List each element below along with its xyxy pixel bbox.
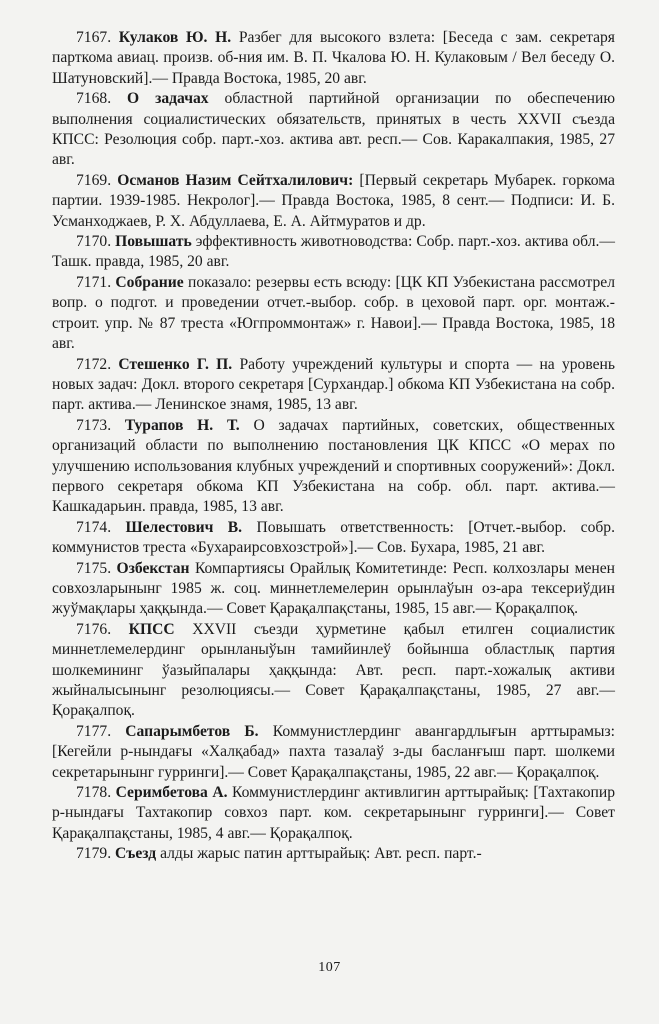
entry-7175 <box>52 559 615 620</box>
entry-7173 <box>52 416 615 518</box>
entry-heading: Повышать <box>115 233 192 251</box>
entry-heading: Турапов Н. Т. <box>124 416 240 434</box>
entry-text: Компартиясы Орайлық Комитетинде: Респ. колхозлары менен совхозларынынг 1985 ж. соц. миннетлемелерин орынлаўын оз-ара тексериўдин жуўмақлары ҳаққында.— Совет Қарақалпақстаны, 1985, 15 авг.— Қорақалпоқ. <box>52 559 615 618</box>
entry-heading: Османов Назим Сейтхалилович: <box>117 171 354 189</box>
entry-number: 7178. <box>76 784 112 802</box>
entry-number: 7168. <box>76 90 112 108</box>
entry-heading: Сапарымбетов Б. <box>125 722 259 740</box>
entry-number: 7173. <box>76 416 112 434</box>
entry-text: Повышать ответственность: [Отчет.-выбор. собр. коммунистов треста «Бухараирсовхозстрой»].— Сов. Бухара, 1985, 21 авг. <box>52 518 616 557</box>
entry-text: областной партийной организации по обеспечению выполнения социалистических обязательств, принятых в честь XXVII съезда КПСС: Резолюция собр. парт.-хоз. актива авт. респ.— Сов. Каракалпакия, 1985, 27 авг. <box>52 90 615 169</box>
entry-number: 7175. <box>76 559 112 577</box>
entry-text: Коммунистлердинг активлигин арттырайық: [Тахтакопир р-нындағы Тахтакопир совхоз парт. ком. секретарынынг гурринги].— Совет Қарақалпақстаны, 1985, 4 авг.— Қорақалпоқ. <box>52 784 616 842</box>
entry-7169 <box>52 171 615 232</box>
entry-text: Разбег для высокого взлета: [Беседа с зам. секретаря парткома авиац. произв. об-ния им. В. П. Чкалова Ю. Н. Кулаковым / Вел беседу О. Шатуновский].— Правда Востока, 1985, 20 авг. <box>52 29 615 87</box>
entry-heading: КПСС <box>128 620 175 638</box>
entry-number: 7176. <box>76 620 112 638</box>
entry-heading: Собрание <box>115 273 184 291</box>
entry-heading: Шелестович В. <box>125 518 243 536</box>
entry-text: [Первый секретарь Мубарек. горкома партии. 1939-1985. Некролог].— Правда Востока, 1985, 8 сент.— Подписи: И. Б. Усманходжаев, Р. Х. Абдуллаева, Е. А. Айтмуратов и др. <box>52 171 615 230</box>
entry-heading: О задачах <box>127 90 209 108</box>
entry-7170 <box>52 232 615 273</box>
entry-text: алды жарыс патин арттырайық: Авт. респ. парт.- <box>160 845 482 863</box>
entry-number: 7167. <box>76 29 112 46</box>
entry-7179 <box>52 844 615 864</box>
bibliography-page <box>52 28 615 865</box>
entry-heading: Озбекстан <box>116 559 190 577</box>
entry-7167 <box>52 28 615 89</box>
entry-7171 <box>52 273 615 355</box>
entry-7177 <box>52 722 615 783</box>
entry-text: О задачах партийных, советских, общественных организаций области по выполнению постановления ЦК КПСС «О мерах по улучшению использования клубных учреждений и спортивных сооружений»: Докл. первого секретаря обкома КП Узбекистана на собр. обл. парт. актива.— Кашкадарьин. правда, 1985, 13 авг. <box>52 416 615 516</box>
entry-text: эффективность животноводства: Собр. парт.-хоз. актива обл.— Ташк. правда, 1985, 20 авг. <box>52 233 615 271</box>
entry-heading: Серимбетова А. <box>115 784 228 802</box>
entry-text: показало: резервы есть всюду: [ЦК КП Узбекистана рассмотрел вопр. о подгот. и проведении отчет.-выбор. собр. в цеховой парт. орг. монтаж.-строит. упр. № 87 треста «Югпроммонтаж» г. Навои].— Правда Востока, 1985, 18 авг. <box>52 273 615 353</box>
entry-7174 <box>52 518 615 559</box>
entry-text: XXVII съезди ҳурметине қабыл етилген социалистик миннетлемелердинг орынланыўын тамийинлеў бойынша областлық партия шолкемининг ўазыйпалары ҳаққында: Авт. респ. парт.-хожалық активи жыйналысынынг резолюциясы.— Совет Қарақалпақстаны, 1985, 27 авг.— Қорақалпоқ. <box>52 620 616 720</box>
entry-text: Коммунистлердинг авангардлығын арттырамыз: [Кегейли р-нындағы «Халқабад» пахта тазалаў з-ды басланғыш парт. шолкеми секретарынынг гурринги].— Совет Қарақалпақстаны, 1985, 22 авг.— Қорақалпоқ. <box>52 722 615 781</box>
entry-7168 <box>52 89 615 171</box>
entry-heading: Съезд <box>115 845 157 863</box>
entry-number: 7177. <box>76 722 112 740</box>
entry-number: 7171. <box>76 273 112 291</box>
entry-number: 7170. <box>76 233 112 251</box>
page-number: 107 <box>318 960 341 975</box>
entry-number: 7172. <box>76 355 112 373</box>
entry-number: 7169. <box>76 171 112 189</box>
entry-7172 <box>52 355 615 416</box>
entry-number: 7179. <box>76 845 112 863</box>
entry-text: Работу учреждений культуры и спорта — на уровень новых задач: Докл. второго секретаря [Сурхандар.] обкома КП Узбекистана на собр. парт. актива.— Ленинское знамя, 1985, 13 авг. <box>52 355 616 414</box>
entry-number: 7174. <box>76 518 112 536</box>
entry-7176 <box>52 620 615 722</box>
entry-heading: Кулаков Ю. Н. <box>118 29 232 46</box>
entry-7178 <box>52 783 615 844</box>
entry-heading: Стешенко Г. П. <box>118 355 233 373</box>
